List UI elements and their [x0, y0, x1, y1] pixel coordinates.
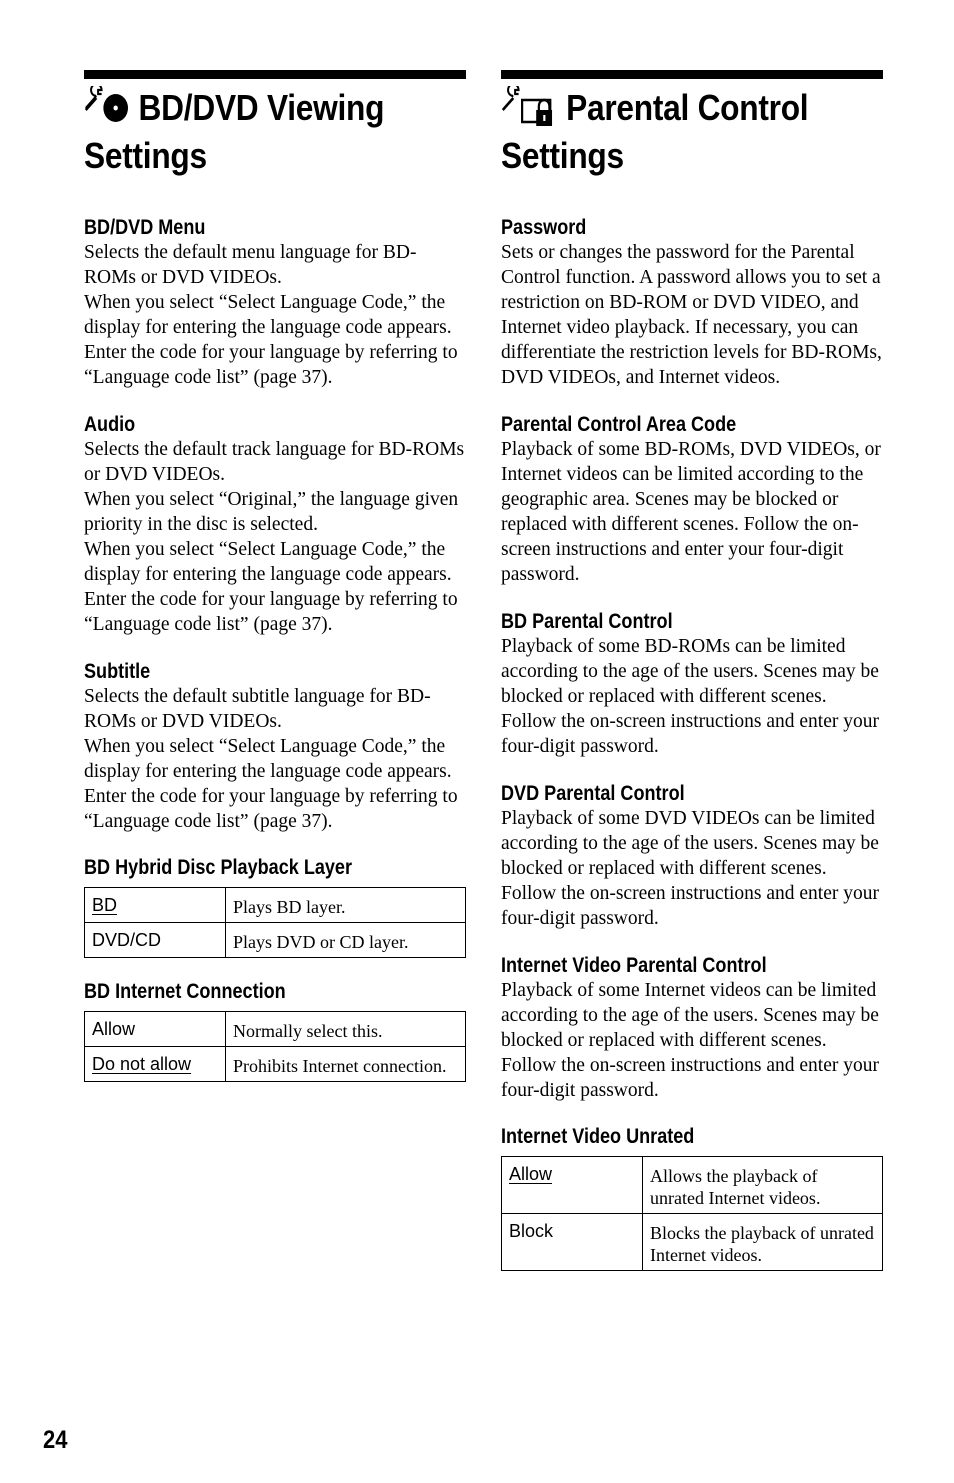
section-heading: DVD Parental Control: [501, 782, 685, 805]
option-label: BD: [92, 895, 118, 915]
table-row: [85, 923, 466, 958]
paragraph: Selects the default track language for BD-ROMs or DVD VIDEOs.: [84, 439, 465, 485]
section-heading: BD Hybrid Disc Playback Layer: [84, 856, 353, 879]
options-table: [501, 1156, 883, 1271]
paragraph: When you select “Select Language Code,” the display for entering the language code appears. Enter the code for your language by referring to “Language code list” (page 37).: [84, 539, 458, 635]
section-heading: BD Internet Connection: [84, 980, 286, 1003]
options-table: [84, 887, 466, 958]
section: [84, 216, 466, 390]
title-rule: [501, 70, 883, 79]
paragraph: Playback of some BD-ROMs can be limited according to the age of the users. Scenes may be blocked or replaced with different scenes. Follow the on-screen instructions and enter your four-digit password.: [501, 636, 879, 757]
left-column: [84, 70, 466, 1082]
options-table: [84, 1011, 466, 1082]
option-label: Block: [509, 1221, 554, 1241]
paragraph: Playback of some BD-ROMs, DVD VIDEOs, or Internet videos can be limited according to the geographic area. Scenes may be blocked or replaced with different scenes. Follow the on-screen instructions and enter your four-digit password.: [501, 439, 881, 585]
right-sections: [501, 216, 883, 1271]
table-row: [502, 1157, 883, 1214]
section: [501, 954, 883, 1103]
option-label: DVD/CD: [92, 930, 162, 950]
section-heading: Password: [501, 216, 587, 239]
left-title-text: BD/DVD Viewing Settings: [84, 87, 385, 176]
section-heading: BD Parental Control: [501, 610, 673, 633]
section: [501, 413, 883, 587]
description-cell: Plays BD layer.: [226, 888, 466, 923]
section: [501, 1125, 883, 1271]
option-cell: [85, 888, 226, 923]
section-heading: Parental Control Area Code: [501, 413, 737, 436]
left-sections: [84, 216, 466, 1082]
section-body: [501, 806, 883, 931]
section: [84, 980, 466, 1082]
option-label: Allow: [92, 1019, 136, 1039]
option-cell: [85, 1012, 226, 1047]
table-row: [85, 888, 466, 923]
option-cell: [85, 923, 226, 958]
page-number: 24: [43, 1426, 68, 1454]
section: [84, 660, 466, 834]
paragraph: Sets or changes the password for the Parental Control function. A password allows you to set a restriction on BD-ROM or DVD VIDEO, and Internet video playback. If necessary, you can differentiate the restriction levels for BD-ROMs, DVD VIDEOs, and Internet videos.: [501, 242, 882, 388]
wrench-lock-icon: [501, 86, 561, 135]
option-cell: [85, 1047, 226, 1082]
paragraph: Playback of some Internet videos can be limited according to the age of the users. Scenes may be blocked or replaced with different scenes. Follow the on-screen instructions and enter your four-digit password.: [501, 980, 879, 1101]
section: [501, 610, 883, 759]
section-body: [501, 634, 883, 759]
section: [501, 782, 883, 931]
section-body: [501, 978, 883, 1103]
option-label: Allow: [509, 1164, 553, 1184]
paragraph: Playback of some DVD VIDEOs can be limited according to the age of the users. Scenes may be blocked or replaced with different scenes. Follow the on-screen instructions and enter your four-digit password.: [501, 808, 879, 929]
paragraph: When you select “Select Language Code,” the display for entering the language code appears. Enter the code for your language by referring to “Language code list” (page 37).: [84, 736, 458, 832]
table-row: [85, 1047, 466, 1082]
paragraph: When you select “Original,” the language given priority in the disc is selected.: [84, 489, 459, 535]
section-body: [84, 437, 466, 637]
right-column: [501, 70, 883, 1271]
description-cell: Prohibits Internet connection.: [226, 1047, 466, 1082]
title-rule: [84, 70, 466, 79]
description-cell: Normally select this.: [226, 1012, 466, 1047]
table-row: [502, 1214, 883, 1271]
section-body: [501, 437, 883, 587]
option-cell: [502, 1214, 643, 1271]
description-cell: Allows the playback of unrated Internet videos.: [643, 1157, 883, 1214]
description-cell: Blocks the playback of unrated Internet videos.: [643, 1214, 883, 1271]
option-label: Do not allow: [92, 1054, 192, 1074]
section: [84, 856, 466, 958]
option-cell: [502, 1157, 643, 1214]
section-body: [501, 240, 883, 390]
description-cell: Plays DVD or CD layer.: [226, 923, 466, 958]
section-heading: Subtitle: [84, 660, 151, 683]
paragraph: Selects the default subtitle language for BD-ROMs or DVD VIDEOs.: [84, 686, 431, 732]
paragraph: Selects the default menu language for BD-ROMs or DVD VIDEOs.: [84, 242, 417, 288]
left-title: [84, 86, 466, 177]
wrench-disc-icon: [84, 86, 133, 135]
right-title: [501, 86, 883, 177]
section: [501, 216, 883, 390]
section-heading: Internet Video Unrated: [501, 1125, 695, 1148]
right-title-text: Parental Control Settings: [501, 87, 809, 176]
section: [84, 413, 466, 637]
section-heading: BD/DVD Menu: [84, 216, 206, 239]
paragraph: When you select “Select Language Code,” the display for entering the language code appears. Enter the code for your language by referring to “Language code list” (page 37).: [84, 292, 458, 388]
table-row: [85, 1012, 466, 1047]
section-body: [84, 684, 466, 834]
section-heading: Internet Video Parental Control: [501, 954, 767, 977]
section-heading: Audio: [84, 413, 136, 436]
section-body: [84, 240, 466, 390]
